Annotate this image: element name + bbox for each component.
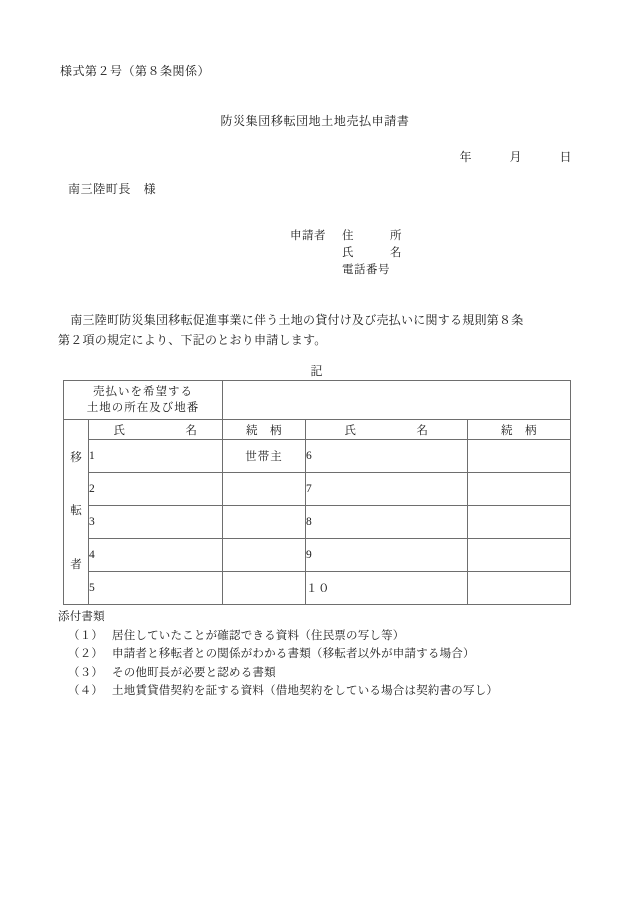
attachment-item-1 <box>58 627 498 646</box>
mover-label-char-3: 者 <box>70 558 82 571</box>
attachments-section <box>58 608 498 701</box>
entry-name-9[interactable]: 9 <box>306 539 468 572</box>
entry-relation-9[interactable] <box>468 539 571 572</box>
entry-relation-4[interactable] <box>223 539 306 572</box>
applicant-row-name <box>290 245 402 262</box>
entry-name-6[interactable]: 6 <box>306 440 468 473</box>
page-title: 防災集団移転団地土地売払申請書 <box>220 114 410 128</box>
entry-name-1[interactable]: 1 <box>89 440 223 473</box>
attachment-text-3: その他町長が必要と認める書類 <box>112 666 276 679</box>
attachment-text-1: 居住していたことが確認できる資料（住民票の写し等） <box>112 629 405 642</box>
table-header-row <box>64 420 571 440</box>
attachment-item-2 <box>58 645 498 664</box>
column-header-name-left: 氏 名 <box>89 420 223 440</box>
date-line: 年 月 日 <box>459 150 572 164</box>
entry-relation-10[interactable] <box>468 572 571 605</box>
attachment-text-2: 申請者と移転者との関係がわかる書類（移転者以外が申請する場合） <box>112 648 475 660</box>
application-table <box>63 380 571 605</box>
table-row-desired-land <box>64 381 571 420</box>
attachment-number-3: （３） <box>68 666 104 679</box>
applicant-field-phone: 電話番号 <box>342 264 390 276</box>
entry-name-8[interactable]: 8 <box>306 506 468 539</box>
form-number: 様式第２号（第８条関係） <box>60 64 211 78</box>
mover-label-char-1: 移 <box>70 451 82 464</box>
column-header-name-right: 氏 名 <box>306 420 468 440</box>
body-paragraph <box>58 310 578 350</box>
entry-relation-5[interactable] <box>223 572 306 605</box>
attachment-item-4 <box>58 682 498 701</box>
table-row <box>64 473 571 506</box>
attachment-item-3 <box>58 664 498 683</box>
entry-relation-8[interactable] <box>468 506 571 539</box>
body-line-2: 第２項の規定により、下記のとおり申請します。 <box>58 333 327 347</box>
entry-relation-6[interactable] <box>468 440 571 473</box>
table-row <box>64 539 571 572</box>
desired-land-label <box>64 381 223 420</box>
attachment-number-2: （２） <box>68 648 104 660</box>
entry-name-10[interactable]: １０ <box>306 572 468 605</box>
attachment-text-4: 土地賃貸借契約を証する資料（借地契約をしている場合は契約書の写し） <box>112 685 499 697</box>
column-header-relation-right: 続 柄 <box>468 420 571 440</box>
table-row <box>64 440 571 473</box>
table-row <box>64 572 571 605</box>
attachment-number-4: （４） <box>68 685 104 697</box>
entry-name-4[interactable]: 4 <box>89 539 223 572</box>
desired-land-label-line2: 土地の所在及び地番 <box>86 402 200 414</box>
mover-label <box>64 420 89 605</box>
desired-land-value[interactable] <box>223 381 571 420</box>
applicant-row-address <box>290 228 402 245</box>
ki-marker: 記 <box>310 364 323 378</box>
applicant-field-name: 氏 名 <box>342 247 402 259</box>
desired-land-label-line1: 売払いを希望する <box>93 386 193 398</box>
entry-relation-1[interactable]: 世帯主 <box>223 440 306 473</box>
body-line-1: 南三陸町防災集団移転促進事業に伴う土地の貸付け及び売払いに関する規則第８条 <box>58 313 524 327</box>
entry-relation-7[interactable] <box>468 473 571 506</box>
column-header-relation-left: 続 柄 <box>223 420 306 440</box>
applicant-field-address: 住 所 <box>342 230 402 242</box>
entry-name-5[interactable]: 5 <box>89 572 223 605</box>
table-row <box>64 506 571 539</box>
entry-name-2[interactable]: 2 <box>89 473 223 506</box>
applicant-label-spacer <box>290 245 342 262</box>
entry-name-3[interactable]: 3 <box>89 506 223 539</box>
attachment-number-1: （１） <box>68 629 104 642</box>
entry-relation-2[interactable] <box>223 473 306 506</box>
applicant-label: 申請者 <box>290 230 326 242</box>
applicant-label-spacer <box>290 262 342 279</box>
entry-name-7[interactable]: 7 <box>306 473 468 506</box>
addressee: 南三陸町長 様 <box>68 182 157 196</box>
applicant-block <box>290 228 402 279</box>
attachments-title: 添付書類 <box>58 611 105 623</box>
applicant-row-phone <box>290 262 402 279</box>
mover-label-char-2: 転 <box>70 505 82 518</box>
entry-relation-3[interactable] <box>223 506 306 539</box>
